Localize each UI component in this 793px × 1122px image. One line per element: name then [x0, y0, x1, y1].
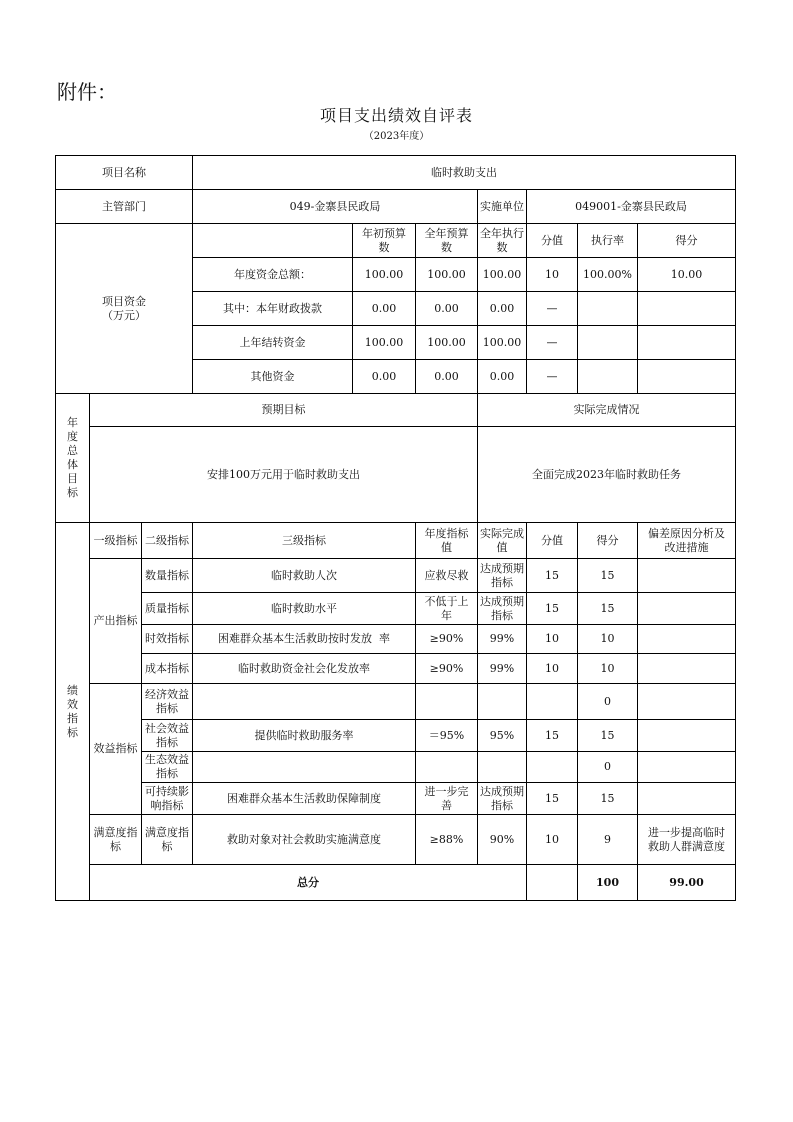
funds-header-blank	[193, 224, 353, 258]
indicator-score: 15	[578, 783, 638, 815]
total-score-value: 100	[578, 865, 638, 901]
indicators-label: 绩 效 指 标	[56, 523, 90, 901]
total-label: 总分	[90, 865, 527, 901]
indicator-level2: 可持续影 响指标	[142, 783, 193, 815]
header-note: 偏差原因分析及 改进措施	[638, 523, 736, 559]
indicator-actual: 达成预期 指标	[478, 593, 527, 625]
funds-row-label: 其他资金	[193, 360, 353, 394]
indicator-row	[56, 783, 736, 815]
indicator-score: 0	[578, 684, 638, 720]
funds-header-annual: 全年预算 数	[416, 224, 478, 258]
indicator-target	[416, 752, 478, 783]
indicator-score-value	[527, 752, 578, 783]
funds-header-rate: 执行率	[578, 224, 638, 258]
indicator-note	[638, 559, 736, 593]
funds-header-executed: 全年执行 数	[478, 224, 527, 258]
funds-row-label: 上年结转资金	[193, 326, 353, 360]
indicator-level3: 提供临时救助服务率	[193, 720, 416, 752]
indicator-row	[56, 625, 736, 654]
header-actual: 实际完成值	[478, 523, 527, 559]
document-title: 项目支出绩效自评表	[319, 106, 473, 125]
funds-header-initial: 年初预算 数	[353, 224, 416, 258]
indicator-level2: 质量指标	[142, 593, 193, 625]
actual-completion: 全面完成2023年临时救助任务	[478, 427, 736, 523]
indicator-level3: 困难群众基本生活救助按时发放 率	[193, 625, 416, 654]
funds-row-label: 年度资金总额：	[193, 258, 353, 292]
funds-row-initial: 100.00	[353, 326, 416, 360]
indicator-score-value: 15	[527, 559, 578, 593]
funds-row-label: 其中：本年财政拨款	[193, 292, 353, 326]
indicator-note	[638, 684, 736, 720]
indicator-actual	[478, 684, 527, 720]
indicator-note	[638, 752, 736, 783]
indicator-row	[56, 752, 736, 783]
level1-satisfaction: 满意度指 标	[90, 815, 142, 865]
funds-row-initial: 100.00	[353, 258, 416, 292]
indicator-actual: 90%	[478, 815, 527, 865]
indicator-note	[638, 593, 736, 625]
level1-benefit: 效益指标	[90, 684, 142, 815]
indicator-row	[56, 720, 736, 752]
funds-row-executed: 100.00	[478, 326, 527, 360]
funds-label: 项目资金 （万元）	[56, 224, 193, 394]
indicator-note	[638, 654, 736, 684]
indicator-target: 进一步完 善	[416, 783, 478, 815]
expected-goal-header: 预期目标	[90, 394, 478, 427]
level1-output: 产出指标	[90, 559, 142, 684]
funds-row-score: 10.00	[638, 258, 736, 292]
funds-header-row	[56, 224, 736, 258]
indicator-actual: 99%	[478, 654, 527, 684]
funds-row-initial: 0.00	[353, 360, 416, 394]
indicator-actual: 达成预期 指标	[478, 559, 527, 593]
indicator-score: 0	[578, 752, 638, 783]
indicator-level2: 时效指标	[142, 625, 193, 654]
indicator-level2: 社会效益 指标	[142, 720, 193, 752]
indicator-score-value: 15	[527, 783, 578, 815]
indicator-score-value: 15	[527, 720, 578, 752]
project-name-label: 项目名称	[56, 156, 193, 190]
funds-row-score	[638, 292, 736, 326]
indicator-score: 10	[578, 625, 638, 654]
implementing-unit-value: 049001-金寨县民政局	[527, 190, 736, 224]
funds-row-score	[638, 360, 736, 394]
indicator-level2: 成本指标	[142, 654, 193, 684]
document-year: （2023年度）	[363, 131, 430, 142]
total-blank	[527, 865, 578, 901]
funds-row-score-value: —	[527, 326, 578, 360]
indicator-score-value: 15	[527, 593, 578, 625]
indicator-level3: 临时救助资金社会化发放率	[193, 654, 416, 684]
indicator-note	[638, 625, 736, 654]
indicator-row	[56, 654, 736, 684]
header-score-value: 分值	[527, 523, 578, 559]
funds-row-executed: 0.00	[478, 360, 527, 394]
indicator-level2: 数量指标	[142, 559, 193, 593]
indicator-score-value: 10	[527, 654, 578, 684]
implementing-unit-label: 实施单位	[478, 190, 527, 224]
funds-row-score-value: —	[527, 360, 578, 394]
header-level3: 三级指标	[193, 523, 416, 559]
department-value: 049-金寨县民政局	[193, 190, 478, 224]
funds-row-annual: 100.00	[416, 326, 478, 360]
total-row	[56, 865, 736, 901]
indicator-score-value	[527, 684, 578, 720]
indicator-level3: 困难群众基本生活救助保障制度	[193, 783, 416, 815]
indicator-score: 15	[578, 593, 638, 625]
indicator-score: 15	[578, 559, 638, 593]
funds-row-score-value: 10	[527, 258, 578, 292]
goals-content-row	[56, 427, 736, 523]
performance-evaluation-table	[55, 155, 736, 901]
indicator-target	[416, 684, 478, 720]
indicator-score: 9	[578, 815, 638, 865]
indicator-target: 不低于上 年	[416, 593, 478, 625]
funds-row-annual: 0.00	[416, 292, 478, 326]
project-name-row	[56, 156, 736, 190]
funds-row-executed: 100.00	[478, 258, 527, 292]
funds-row-score	[638, 326, 736, 360]
funds-row-initial: 0.00	[353, 292, 416, 326]
indicator-note: 进一步提高临时 救助人群满意度	[638, 815, 736, 865]
funds-row-annual: 0.00	[416, 360, 478, 394]
indicator-level2: 满意度指 标	[142, 815, 193, 865]
funds-row-rate	[578, 292, 638, 326]
indicator-level3	[193, 684, 416, 720]
actual-completion-header: 实际完成情况	[478, 394, 736, 427]
indicator-level3: 临时救助人次	[193, 559, 416, 593]
indicator-target: ≥88%	[416, 815, 478, 865]
header-level2: 二级指标	[142, 523, 193, 559]
header-target: 年度指标 值	[416, 523, 478, 559]
header-level1: 一级指标	[90, 523, 142, 559]
indicator-target: ≥90%	[416, 654, 478, 684]
indicator-score-value: 10	[527, 815, 578, 865]
funds-row-executed: 0.00	[478, 292, 527, 326]
indicator-target: ≥90%	[416, 625, 478, 654]
indicator-target: 应救尽救	[416, 559, 478, 593]
total-score: 99.00	[638, 865, 736, 901]
project-name-value: 临时救助支出	[193, 156, 736, 190]
indicator-level2: 生态效益 指标	[142, 752, 193, 783]
department-label: 主管部门	[56, 190, 193, 224]
funds-row-score-value: —	[527, 292, 578, 326]
funds-row-rate	[578, 360, 638, 394]
attachment-label: 附件：	[57, 80, 117, 104]
indicator-level3	[193, 752, 416, 783]
indicator-actual	[478, 752, 527, 783]
indicator-target: ＝95%	[416, 720, 478, 752]
header-score: 得分	[578, 523, 638, 559]
indicator-row	[56, 593, 736, 625]
goals-label: 年 度 总 体 目 标	[56, 394, 90, 523]
indicator-row	[56, 815, 736, 865]
goals-header-row	[56, 394, 736, 427]
indicator-row	[56, 684, 736, 720]
indicator-level3: 救助对象对社会救助实施满意度	[193, 815, 416, 865]
indicators-header-row	[56, 523, 736, 559]
indicator-row	[56, 559, 736, 593]
indicator-score-value: 10	[527, 625, 578, 654]
funds-header-score-value: 分值	[527, 224, 578, 258]
indicator-score: 15	[578, 720, 638, 752]
department-row	[56, 190, 736, 224]
indicator-actual: 99%	[478, 625, 527, 654]
indicator-score: 10	[578, 654, 638, 684]
expected-goal: 安排100万元用于临时救助支出	[90, 427, 478, 523]
indicator-actual: 95%	[478, 720, 527, 752]
indicator-note	[638, 783, 736, 815]
funds-row-annual: 100.00	[416, 258, 478, 292]
indicator-level2: 经济效益 指标	[142, 684, 193, 720]
funds-row-rate: 100.00%	[578, 258, 638, 292]
funds-header-score: 得分	[638, 224, 736, 258]
indicator-actual: 达成预期 指标	[478, 783, 527, 815]
indicator-level3: 临时救助水平	[193, 593, 416, 625]
indicator-note	[638, 720, 736, 752]
funds-row-rate	[578, 326, 638, 360]
